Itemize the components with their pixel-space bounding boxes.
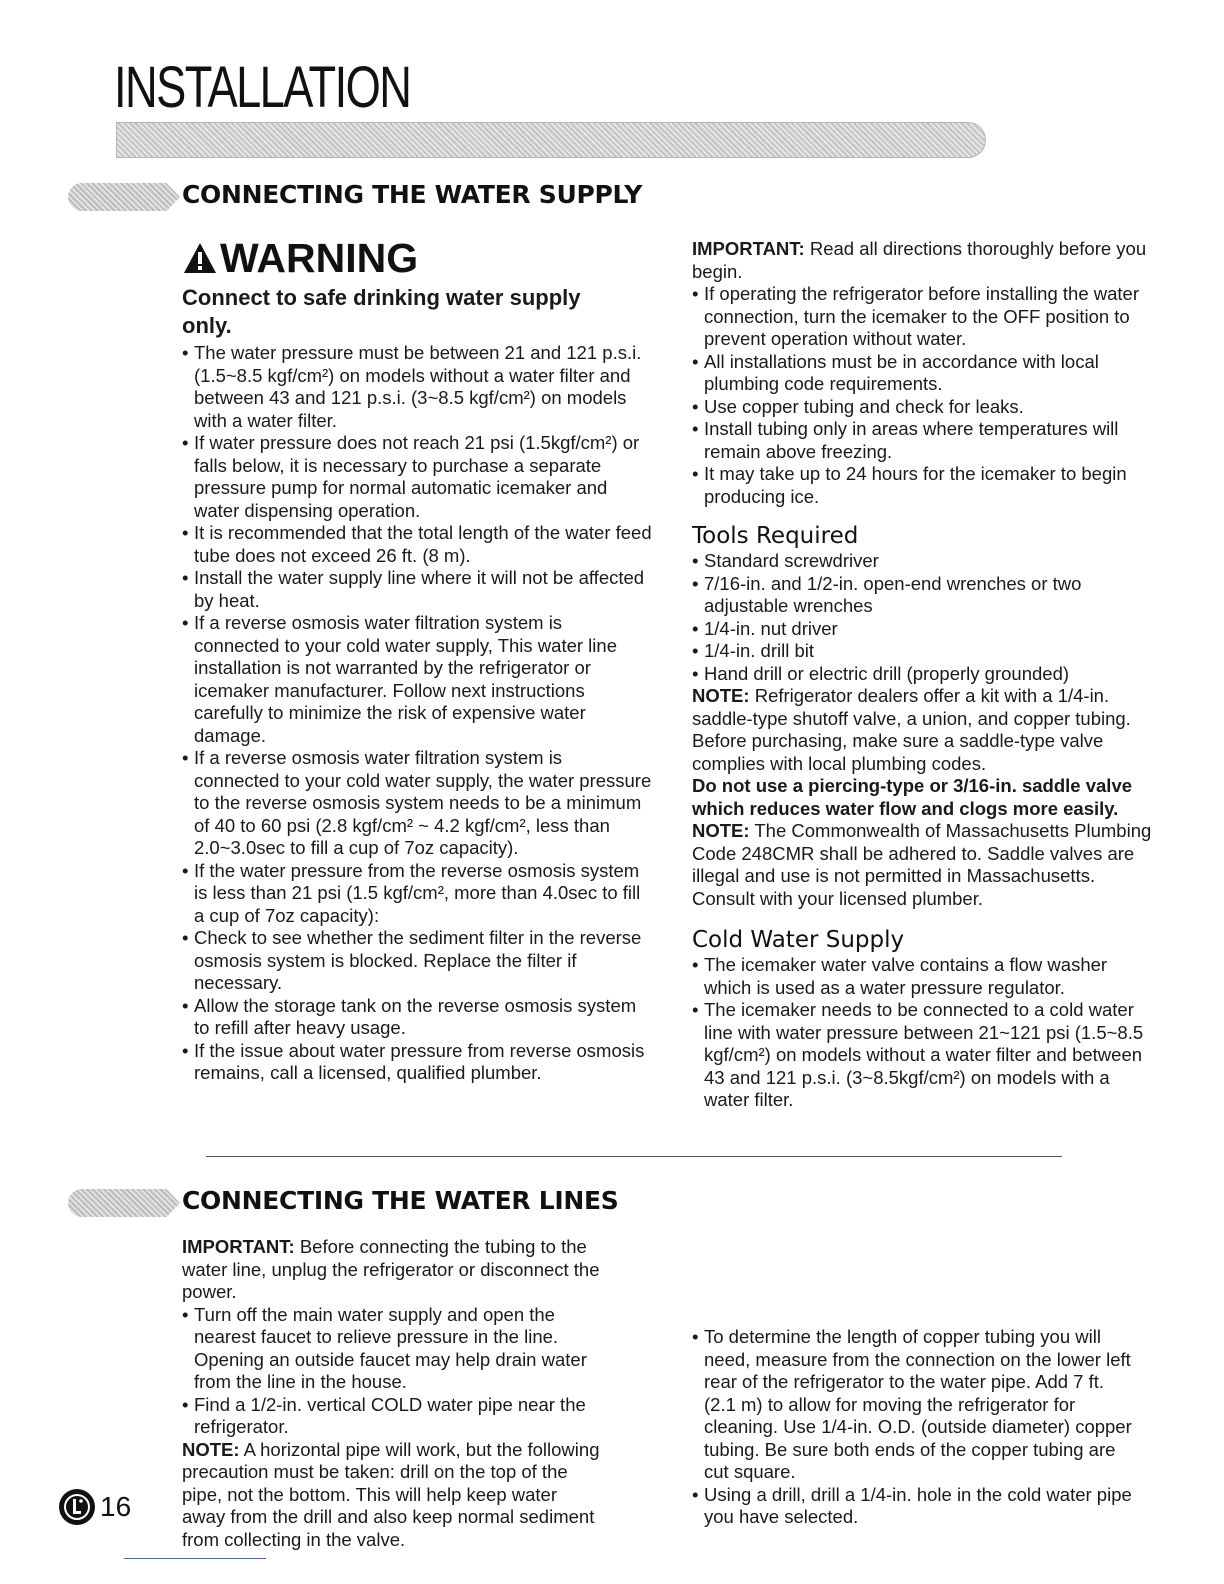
cold-water-list — [692, 954, 1152, 1112]
section-tab-decoration — [68, 1189, 180, 1217]
water-lines-left-column — [182, 1236, 602, 1551]
list-item: • 1/4-in. nut driver — [692, 618, 1152, 641]
water-lines-right-column — [692, 1326, 1132, 1529]
list-item: • It may take up to 24 hours for the icemaker to begin producing ice. — [692, 463, 1152, 508]
important-paragraph — [692, 238, 1152, 283]
note-label: NOTE: — [692, 685, 750, 706]
tools-heading: Tools Required — [692, 523, 859, 549]
section-divider — [206, 1156, 1062, 1157]
list-item: • Check to see whether the sediment filter in the reverse osmosis system is blocked. Replace the filter if necessary. — [182, 927, 652, 995]
important-label: IMPORTANT: — [182, 1236, 295, 1257]
list-item: • If a reverse osmosis water filtration system is connected to your cold water supply, the water pressure to the reverse osmosis system needs to be a minimum of 40 to 60 psi (2.8 kgf/cm² ~ 4.2 kgf/cm², less than 2.0~3.0sec to fill a cup of 7oz capacity). — [182, 747, 652, 860]
list-item: • If a reverse osmosis water filtration system is connected to your cold water supply, This water line installation is not warranted by the refrigerator or icemaker manufacturer. Follow next instructions carefully to minimize the risk of expensive water damage. — [182, 612, 652, 747]
page-title: INSTALLATION — [114, 55, 411, 120]
list-item: • If the water pressure from the reverse osmosis system is less than 21 psi (1.5 kgf/cm², more than 4.0sec to fill a cup of 7oz capacity): — [182, 860, 652, 928]
important-text: Read all directions thoroughly before you begin. — [692, 238, 1147, 282]
list-item: • Find a 1/2-in. vertical COLD water pipe near the refrigerator. — [182, 1394, 602, 1439]
note-label: NOTE: — [692, 820, 750, 841]
warning-list — [182, 342, 652, 1085]
page-number — [58, 1488, 131, 1526]
list-item: • Install the water supply line where it will not be affected by heat. — [182, 567, 652, 612]
list-item: • To determine the length of copper tubing you will need, measure from the connection on the lower left rear of the refrigerator to the water pipe. Add 7 ft. (2.1 m) to allow for moving the refrigerator for cleaning. Use 1/4-in. O.D. (outside diameter) copper tubing. Be sure both ends of the copper tubing are cut square. — [692, 1326, 1132, 1484]
list-item: • 7/16-in. and 1/2-in. open-end wrenches or two adjustable wrenches — [692, 573, 1152, 618]
note-text: Refrigerator dealers offer a kit with a 1/4-in. saddle-type shutoff valve, a union, and copper tubing. Before purchasing, make sure a saddle-type valve complies with local plumbing codes. — [692, 685, 1131, 774]
list-item: • If operating the refrigerator before installing the water connection, turn the icemaker to the OFF position to prevent operation without water. — [692, 283, 1152, 351]
note-text: The Commonwealth of Massachusetts Plumbing Code 248CMR shall be adhered to. Saddle valves are illegal and use is not permitted in Massachusetts. Consult with your licensed plumber. — [692, 820, 1152, 909]
warning-subheading: Connect to safe drinking water supply only. — [182, 285, 581, 338]
cold-water-heading: Cold Water Supply — [692, 927, 905, 953]
water-lines-list-left — [182, 1304, 602, 1439]
list-item: • Use copper tubing and check for leaks. — [692, 396, 1152, 419]
list-item: • Using a drill, drill a 1/4-in. hole in the cold water pipe you have selected. — [692, 1484, 1132, 1529]
tools-list — [692, 550, 1152, 685]
warning-triangle-icon — [182, 241, 218, 275]
list-item: • Turn off the main water supply and open the nearest faucet to relieve pressure in the line. Opening an outside faucet may help drain water from the line in the house. — [182, 1304, 602, 1394]
warning-column — [182, 234, 652, 1085]
list-item: • All installations must be in accordance with local plumbing code requirements. — [692, 351, 1152, 396]
list-item: • If the issue about water pressure from reverse osmosis remains, call a licensed, qualified plumber. — [182, 1040, 652, 1085]
list-item: • The icemaker needs to be connected to a cold water line with water pressure between 21~121 psi (1.5~8.5 kgf/cm²) on models without a water filter and between 43 and 121 p.s.i. (3~8.5kgf/cm²) on models with a water filter. — [692, 999, 1152, 1112]
list-item: • The icemaker water valve contains a flow washer which is used as a water pressure regulator. — [692, 954, 1152, 999]
list-item: • Install tubing only in areas where temperatures will remain above freezing. — [692, 418, 1152, 463]
note-text: A horizontal pipe will work, but the following precaution must be taken: drill on the top of the pipe, not the bottom. This will help keep water away from the drill and also keep normal sediment from collecting in the valve. — [182, 1438, 600, 1550]
lg-logo-icon — [58, 1488, 96, 1526]
saddle-valve-warning: Do not use a piercing-type or 3/16-in. saddle valve which reduces water flow and clogs more easily. — [692, 775, 1133, 819]
list-item: • It is recommended that the total length of the water feed tube does not exceed 26 ft. (8 m). — [182, 522, 652, 567]
important-column — [692, 238, 1152, 1112]
list-item: • If water pressure does not reach 21 psi (1.5kgf/cm²) or falls below, it is necessary to purchase a separate pressure pump for normal automatic icemaker and water dispensing operation. — [182, 432, 652, 522]
important-label: IMPORTANT: — [692, 238, 805, 259]
list-item: • Hand drill or electric drill (properly grounded) — [692, 663, 1152, 686]
footer-line — [124, 1558, 266, 1559]
list-item: • Standard screwdriver — [692, 550, 1152, 573]
section-title-water-supply: CONNECTING THE WATER SUPPLY — [182, 180, 643, 209]
section-title-water-lines: CONNECTING THE WATER LINES — [182, 1186, 619, 1215]
list-item: • 1/4-in. drill bit — [692, 640, 1152, 663]
warning-heading-text: WARNING — [220, 235, 419, 281]
list-item: • The water pressure must be between 21 and 121 p.s.i. (1.5~8.5 kgf/cm²) on models without a water filter and between 43 and 121 p.s.i. (3~8.5 kgf/cm²) on models with a water filter. — [182, 342, 652, 432]
section-tab-decoration — [68, 183, 180, 211]
water-lines-list-right — [692, 1326, 1132, 1529]
title-bar-decoration — [116, 122, 986, 158]
massachusetts-note — [692, 820, 1152, 910]
warning-heading — [182, 234, 652, 282]
important-text: Before connecting the tubing to the water line, unplug the refrigerator or disconnect the power. — [182, 1236, 600, 1302]
list-item: • Allow the storage tank on the reverse osmosis system to refill after heavy usage. — [182, 995, 652, 1040]
note-label: NOTE: — [182, 1438, 240, 1460]
page-number-text: 16 — [100, 1491, 132, 1522]
important-paragraph — [182, 1236, 602, 1304]
horizontal-pipe-note — [182, 1439, 602, 1552]
tools-note — [692, 685, 1152, 775]
important-list — [692, 283, 1152, 508]
